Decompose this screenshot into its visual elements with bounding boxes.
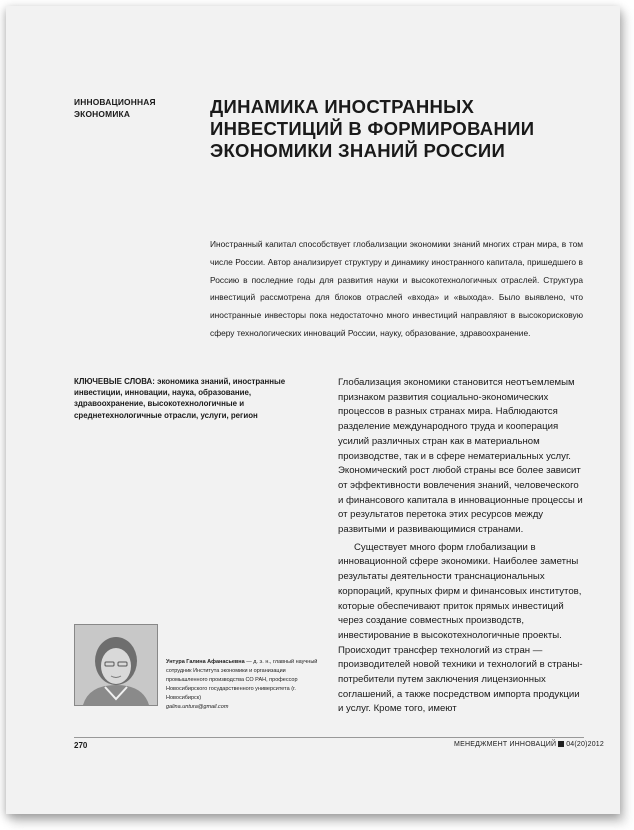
journal-footer [454, 741, 604, 748]
author-photo [74, 624, 158, 706]
section-rubric: ИННОВАЦИОННАЯ ЭКОНОМИКА [74, 97, 156, 119]
journal-name: МЕНЕДЖМЕНТ ИННОВАЦИЙ [454, 741, 557, 748]
keywords-text: экономика знаний, иностранные инвестиции, инновации, наука, образование, здравоохранение, высокотехнологичные и среднетехнологичные отрасли, услуги, регион [74, 377, 286, 420]
journal-issue: 04(20)2012 [566, 741, 604, 748]
article-title: ДИНАМИКА ИНОСТРАННЫХ ИНВЕСТИЦИЙ В ФОРМИРОВАНИИ ЭКОНОМИКИ ЗНАНИЙ РОССИИ [210, 96, 535, 161]
author-email: galina.untura@gmail.com [166, 703, 229, 710]
footer-rule [74, 737, 584, 738]
square-separator-icon [558, 741, 564, 747]
author-bio [166, 658, 322, 711]
page-number: 270 [74, 741, 88, 750]
body-paragraph: Глобализация экономики становится неотъемлемым признаком развития социально-экономических процессов в разных странах мира. Наблюдаются разделение международного труда и кооперация усилий различных стран как в материальном производстве, так и в сфере нематериальных услуг. Экономический рост любой страны все более зависит от эффективности вовлечения знаний, человеческого и финансового капитала в инновационные процессы и от результатов перетока этих ресурсов между развитыми и развивающимися странами. [338, 377, 583, 536]
author-description: — д. э. н., главный научный сотрудник Института экономики и организации промышленного производства СО РАН, профессор Новосибирского государственного университета (г. Новосибирск) [166, 659, 318, 701]
article-body [338, 376, 584, 717]
article-abstract: Иностранный капитал способствует глобализации экономики знаний многих стран мира, в том числе России. Автор анализирует структуру и динамику иностранного капитала, пришедшего в Россию в последние годы для развития науки и высокотехнологичных отраслей. Структура инвестиций рассмотрена для блоков отраслей «входа» и «выхода». Было выявлено, что иностранные инвесторы пока недостаточно много инвестиций направляют в высокорисковую сферу технологических инноваций России, науку, образование, здравоохранение. [210, 239, 583, 338]
author-name: Унтура Галина Афанасьевна [166, 659, 245, 665]
body-paragraph: Существует много форм глобализации в инновационной сфере экономики. Наиболее заметны результаты деятельности транснациональных корпораций, крупных фирм и финансовых институтов, которые обеспечивают приток прямых инвестиций через создание совместных производств, инвестирование в высокотехнологичные проекты. Происходит трансфер технологий из стран — производителей новой техники и технологий в страны-потребители путем заключения лицензионных соглашений, а также посредством импорта продукции и услуг. Кроме того, имеют [338, 541, 583, 715]
keywords-label: КЛЮЧЕВЫЕ СЛОВА: [74, 377, 155, 386]
keywords-block [74, 376, 314, 421]
